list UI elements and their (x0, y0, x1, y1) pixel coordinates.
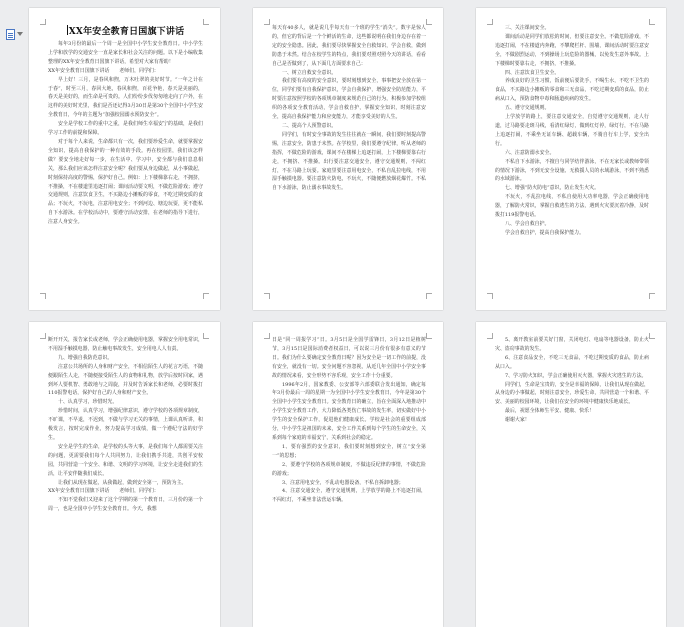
paragraph: 九、增强自我防范意识。 (58, 354, 113, 361)
paragraph: 每年3月份的最后一个周一是全国中小学生安全教育日。中小学生上学和放学的交通安全一直是家长和社会关注的问题。以下是小编收集整理的XX年安全教育日国旗下讲话，希望对大家有帮助！ (48, 41, 203, 65)
corner-mark (40, 333, 46, 339)
paragraph: 同学们，生命是宝贵的，安全是幸福的保障，让我们从现在做起，从身边的小事做起，时刻注意安全，珍爱生命，共同营造一个和谐、平安、美丽的校园环境，让我们在安全的环境中健康快乐地成长。 (495, 381, 649, 406)
page-content[interactable] (495, 336, 649, 613)
paragraph: 养成良好的卫生习惯，饭前便后要洗手，不喝生水，不吃不卫生的食品，不买路边小摊贩的零食和三无食品，不吃过期变质的食品，防止病从口入，预防食物中毒和肠道疾病的发生。 (495, 78, 649, 103)
paragraph: 二、提高个人预警意识。 (282, 122, 337, 129)
document-page-3 (476, 8, 666, 310)
paragraph: 1、要有强烈的安全意识，我们要时刻想到安全，树立“安全第一”的思想； (272, 443, 426, 459)
corner-mark (426, 19, 432, 25)
corner-mark (203, 293, 209, 299)
file-icon (6, 29, 15, 40)
text-cursor (67, 25, 68, 35)
paragraph: 7、学习防火知识，学会正确使用灭火器，掌握火灾逃生的方法。 (505, 372, 647, 379)
paragraph: 课间活动是同学们放松的时间，但要注意安全。不做危险游戏，不追逐打闹，不在楼道内奔跑，不攀爬栏杆、围墙，课间活动时要注意安全，不做剧烈运动，不到操场上玩危险的器械，以免发生意外事故。上下楼梯时要靠右走，不拥挤，不推搡。 (495, 33, 649, 67)
corner-mark (40, 19, 46, 25)
document-title-text: XX年安全教育日国旗下讲话 (68, 27, 185, 37)
paragraph: 安全是学校工作的重中之重，是我们师生幸福安宁的基础，是我们学习工作的前提和保障。 (48, 121, 203, 137)
paragraph: 断开开关，报告家长或老师，学会正确使用电器，掌握安全用电常识，不用湿手触摸电器，防止触电事故发生，安全用电人人有责。 (48, 337, 203, 352)
paragraph: 三、关注课间安全。 (505, 25, 550, 31)
paragraph: 七、增强“防火防电”意识，防止发生火灾。 (505, 185, 600, 192)
page-content[interactable] (272, 336, 426, 613)
paragraph: 五、遵守交通规则。 (505, 105, 550, 112)
page-content[interactable] (495, 24, 649, 296)
paragraph: 日是“同一周报学习”日。3月5日是全国学雷锋日，3月12日是植树节，3月15日是国际消费者权益日，可以说三月份有很多有意义的节日。我们为什么要确定安全教育日呢？因为安全是一切工作的前提，没有安全，就没有一切。安全问题不容忽视，从近几年全国中小学安全事故的情况来看，安全形势不容乐观，安全工作十分重要。 (272, 337, 426, 379)
paragraph: 不私自下水游泳，不擅自与同学结伴游泳，不在无家长或教师带领的情况下游泳，不到无安全设施、无救援人员的水域游泳，不到不熟悉的水域游泳。 (495, 158, 649, 183)
corner-mark (264, 19, 270, 25)
document-page-6 (476, 322, 666, 627)
paragraph: 1996年2月，国家教委、公安部等六部委联合发出通知，确定每年3月份最后一周的星期一为全国中小学生安全教育日，今年是第30个全国中小学生安全教育日。安全教育日的确立，旨在全面深入地推动中小学生安全教育工作，大力降低各类伤亡事故的发生率，切实做好中小学生的安全保护工作，促进他们健康成长。学校是社会的重要组成部分，中小学生是祖国的未来，安全工作关系到每个学生的生命安全，关系到每个家庭的幸福安宁，关系到社会的稳定。 (272, 381, 426, 441)
paragraph: 上学放学的路上，要注意交通安全，自觉遵守交通规则，走人行道，过马路要走斑马线，看清红绿灯，做到红灯停，绿灯行，不在马路上追逐打闹，不乘坐无证车辆、超载车辆，不骑自行车上学，安全出行。 (495, 114, 649, 147)
corner-mark (487, 293, 493, 299)
chevron-down-icon (17, 32, 23, 36)
corner-mark (649, 293, 655, 299)
document-title (48, 24, 203, 37)
page-content[interactable] (272, 24, 426, 296)
document-page-2 (253, 8, 443, 310)
paragraph: 十、认真学习，珍惜时光。 (58, 399, 118, 406)
corner-mark (264, 333, 270, 339)
paragraph: 2、要遵守学校的各项规章制度，不做违反纪律的事情，不做危险的游戏； (272, 461, 426, 477)
paragraph: 每天有40多人，就是说几乎每天有一个班的学生“消失”。数字是惊人的，但它的背后是一个个鲜活的生命，这些都说明在我们身边存在着一定的安全隐患。因此，我们要尽快掌握安全自救知识，学会自救，做到防患于未然。结合在校学生的特点，我们要对照对照今天的讲话，看看自己是否做到了，从下面几方面要求自己： (272, 25, 426, 67)
paragraph: 安全是学生的生命，是学校的头等大事，是我们每个人都需要关注的问题，更需要我们每个人共同努力，让我们携手共进，共创平安校园，共同营造一个安全、和谐、文明的学习环境，让安全走进我们的生活，让平安伴随我们成长。 (48, 443, 203, 477)
paragraph: 谢谢大家！ (505, 417, 530, 424)
corner-mark (203, 19, 209, 25)
paragraph: 同学们，有时安全事故的发生往往就在一瞬间，我们要时刻提高警惕，注意安全，防患于未然。在学校里，我们要遵守纪律，听从老师的指挥，不做危险的游戏，课间不在楼梯上追逐打闹，上下楼梯要靠右行走，不拥挤、不推搡。出行要注意交通安全，遵守交通规则，不闯红灯，不在马路上玩耍。家庭里要注意用电安全，不私自乱拉电线，不用湿手触摸电器。要注意防火防电，不玩火，不随便燃放烟花爆竹。不私自下水游泳，防止溺水事故发生。 (272, 131, 426, 192)
paragraph: 3、注意用电安全，不乱动电器设备，不私自拆卸电器； (282, 479, 404, 486)
paragraph: 四、注意饮食卫生安全。 (505, 69, 560, 76)
page-content[interactable] (48, 336, 203, 613)
corner-mark (487, 19, 493, 25)
corner-mark (203, 333, 209, 339)
paragraph: 我们要有高度的安全意识，要时刻想到安全，事事把安全放在第一位，同学们要有自我保护意识，学会自我保护，增强安全防范能力，平时要注意按照学校的各项规章制度来规范自己的行为，积极参加学校组织的各项安全教育活动，学会自救自护，掌握安全知识，时刻注意安全，提高自我保护能力和应变能力，才能享受美好的人生。 (272, 78, 426, 121)
document-page-5 (253, 322, 443, 627)
paragraph: 6、注意食品安全，不吃三无食品，不吃过期变质的食品，防止病从口入。 (495, 354, 649, 370)
corner-mark (264, 293, 270, 299)
paragraph: 让我们从现在做起，从我做起，做到安全第一，预防为主。 (58, 479, 187, 486)
paragraph: 4、注意交通安全，遵守交通规则，上学放学的路上不追逐打闹，不闯红灯，不乘坐非法营运车辆。 (272, 488, 426, 504)
corner-mark (40, 293, 46, 299)
page-content[interactable] (48, 24, 203, 296)
paragraph: 注意公共场所的人身和财产安全，不相信陌生人的花言巧语，不随便跟陌生人走，不随便接受陌生人的食物和礼物，放学后按时回家，遇到坏人要机智、勇敢地与之周旋，并及时告诉家长和老师，必要时拨打110报警电话，保护好自己的人身和财产安全。 (48, 363, 203, 397)
corner-mark (649, 19, 655, 25)
paragraph: XX年安全教育日国旗下讲话 老师们，同学们： (48, 67, 159, 74)
corner-mark (426, 293, 432, 299)
paragraph: 5、离开教室前要关好门窗，关闭电灯、电扇等电器设备，防止火灾、盗窃事故的发生。 (495, 337, 649, 352)
document-page-4 (29, 322, 220, 627)
paragraph: 学会自救自护，提高自我保护能力。 (505, 229, 585, 236)
paragraph: 六、注意防溺水安全。 (505, 149, 555, 156)
corner-mark (487, 333, 493, 339)
paragraph: 早上好！三月，是春风和煦，万木吐翠的美好时节。“一年之计在于春”，时至三月，春回大地，春风和煦，百花争艳，春天是美丽的，春天是美好的，而生命是可贵的。人们纷纷步伐匆匆地走向了户外，在这样的美好时光里，我们是否还记得3月30日是第30个全国中小学生安全教育日，今年的主题为“加强校园溺水预防安全”。 (48, 76, 203, 119)
paragraph: 一、树立自救安全意识。 (282, 69, 337, 76)
corner-mark (649, 333, 655, 339)
paragraph: 珍惜时间，认真学习，增强纪律意识，遵守学校的各项规章制度，不旷课，不早退，不迟到，不做与学习无关的事情，上课认真听讲，积极发言，按时完成作业，努力提高学习成绩，做一个遵纪守法的好学生。 (48, 408, 203, 441)
paragraph: 最后，祝愿全体师生平安、健康、快乐！ (505, 408, 594, 415)
paragraph: XX年安全教育日国旗下讲话 老师们，同学们： (48, 488, 159, 495)
paragraph: 不玩火，不乱拉电线，不私自使用大功率电器，学会正确使用电器，了解防火常识，掌握自救逃生的方法，遇到火灾要沉着冷静，及时拨打119报警电话。 (495, 194, 649, 219)
paragraph: 不知不觉我们又迎来了这个学期的第一个教育日，三月份的第一个周一，也是全国中小学生安全教育日。今天，我想 (48, 497, 203, 513)
paragraph: 对于每个人来说，生命都只有一次，我们要珍爱生命，就要掌握安全知识，提高自我保护的一种有效的手段。再在校园里，我们该怎样做？要安全地走好每一步，在生活中、学习中，安全都与我们息息相关，那么我们应该怎样注意安全呢？我们要从身边做起，从小事做起，时刻保持高度的警惕，保护好自己。例如：上下楼梯靠右走，不拥挤，不推搡，不在楼道里追逐打闹；课间活动要文明，不做危险游戏；遵守交通规则，注意饮食卫生，不买路边小摊贩的零食，不吃过期变质的食品；不玩火，不玩电，注意用电安全；不到河边、塘边玩耍，更不能私自下水游泳。在学校活动中，要遵守活动安排，在老师的指导下进行，注意人身安全。 (48, 138, 203, 226)
document-page-1 (29, 8, 220, 310)
corner-mark (426, 333, 432, 339)
paragraph: 八、学会自救自护。 (505, 220, 550, 227)
